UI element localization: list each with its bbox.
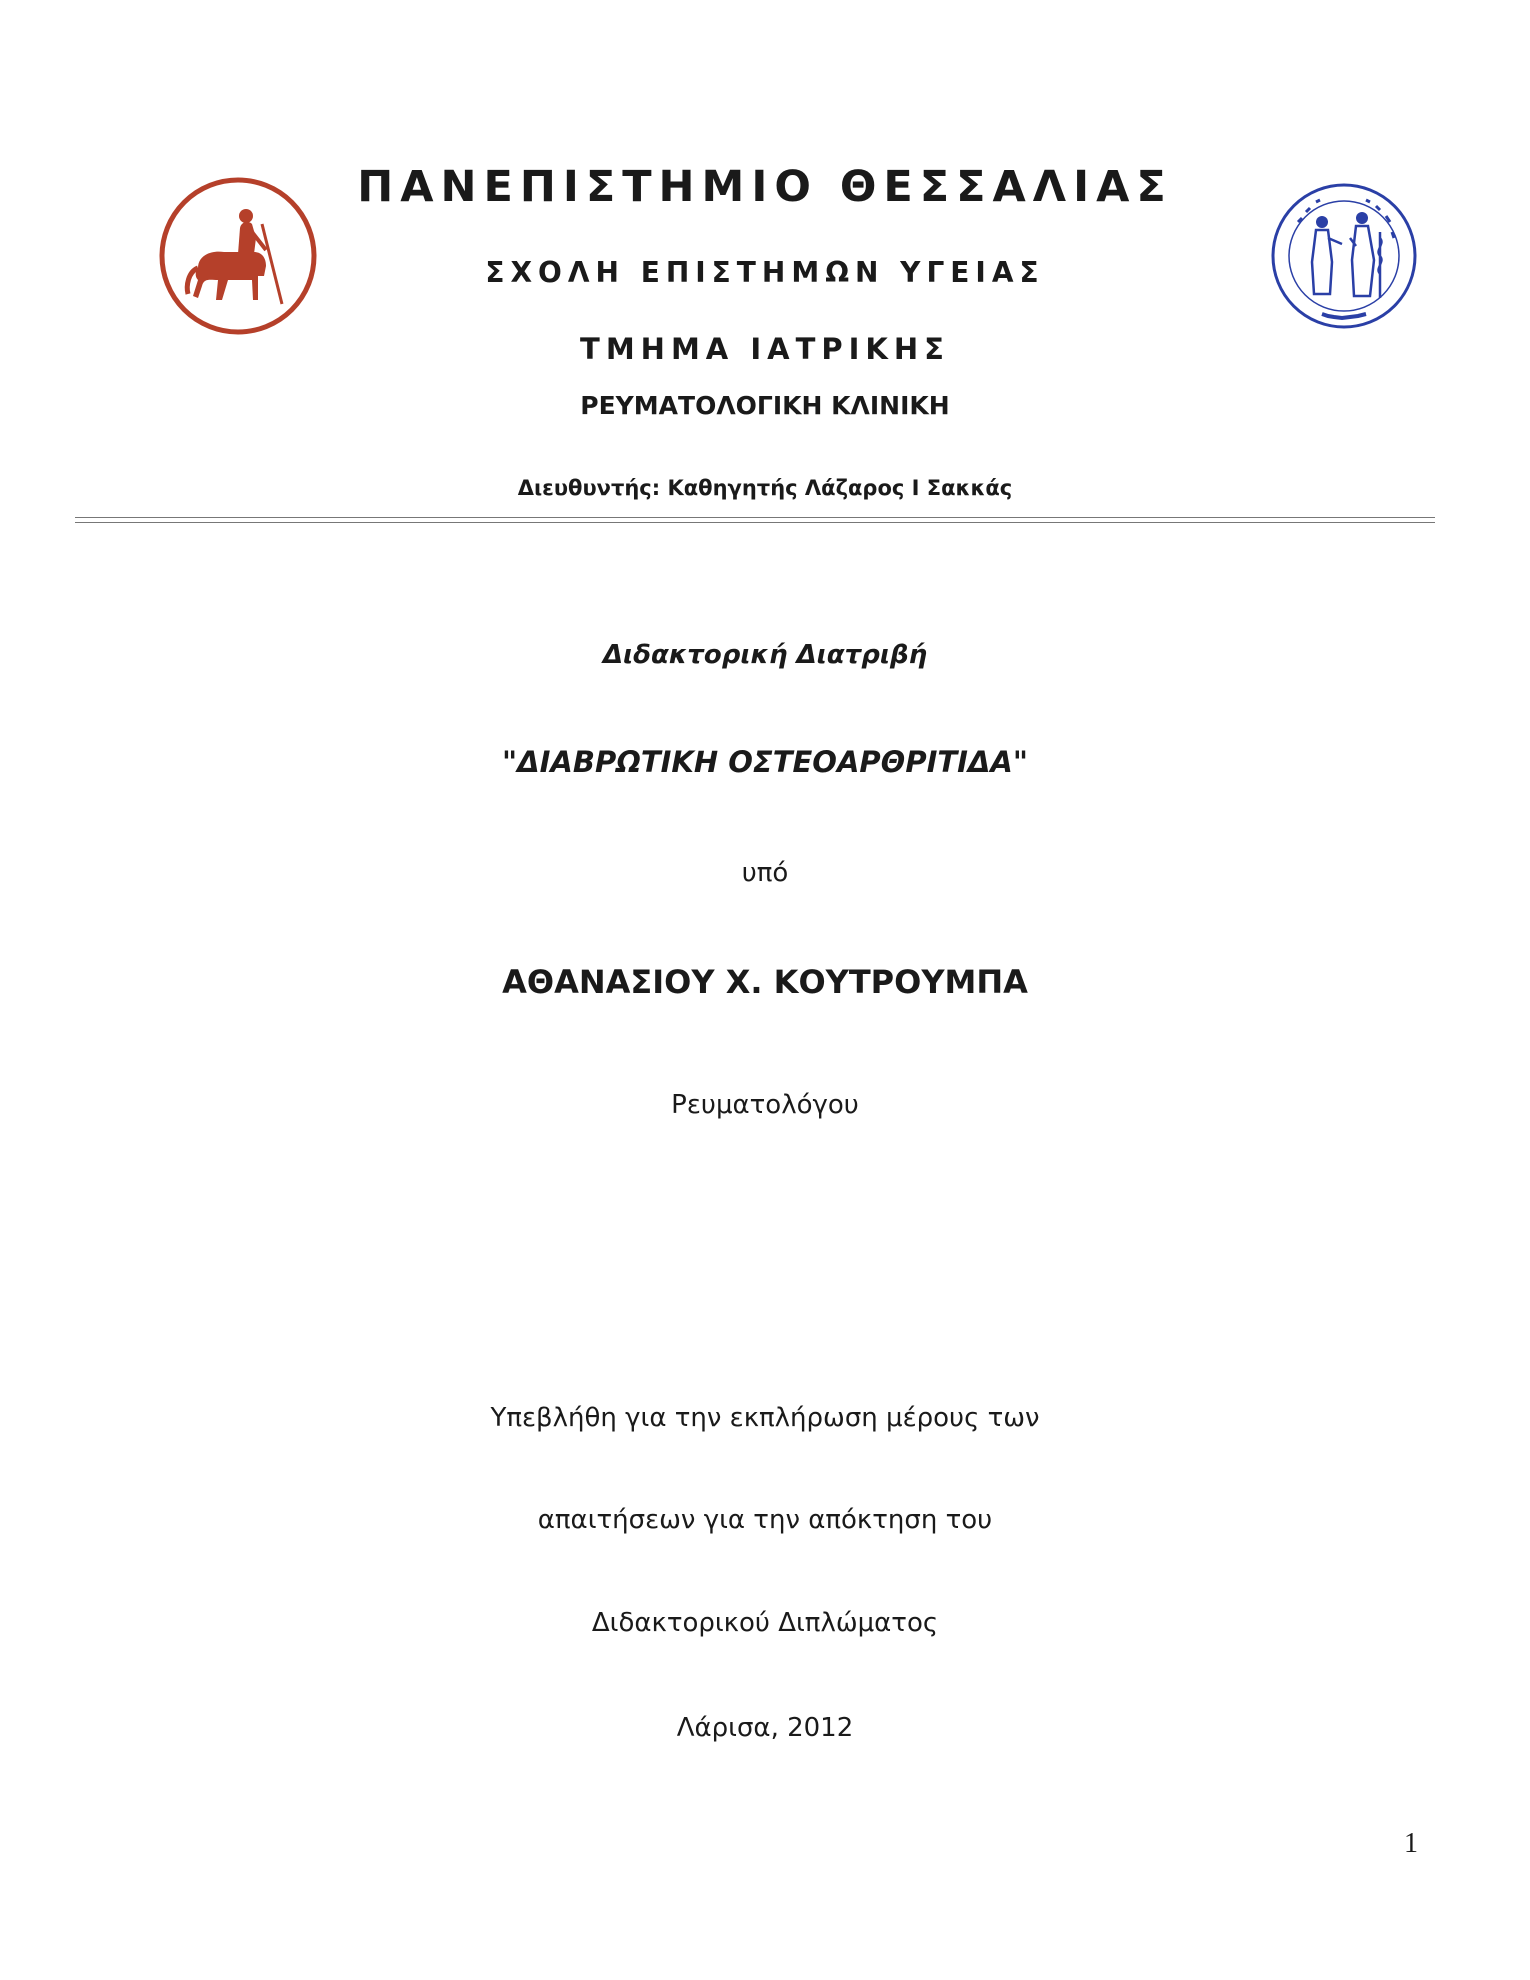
- place-date: Λάρισα, 2012: [676, 1713, 854, 1743]
- by-label: υπό: [741, 858, 789, 888]
- department-name: ΤΜΗΜΑ ΙΑΤΡΙΚΗΣ: [580, 332, 950, 366]
- submission-line-2: απαιτήσεων για την απόκτηση του: [537, 1505, 993, 1535]
- header-divider: [75, 517, 1435, 518]
- author-profession: Ρευματολόγου: [671, 1090, 859, 1120]
- page-number: 1: [1404, 1828, 1418, 1859]
- author-name: ΑΘΑΝΑΣΙΟΥ Χ. ΚΟΥΤΡΟΥΜΠΑ: [502, 963, 1028, 1001]
- thesis-title: "ΔΙΑΒΡΩΤΙΚΗ ΟΣΤΕΟΑΡΘΡΙΤΙΔΑ": [502, 745, 1028, 779]
- director-line: Διευθυντής: Καθηγητής Λάζαρος Ι Σακκάς: [517, 476, 1013, 500]
- university-name: ΠΑΝΕΠΙΣΤΗΜΙΟ ΘΕΣΣΑΛΙΑΣ: [357, 162, 1173, 212]
- submission-line-3: Διδακτορικού Διπλώματος: [591, 1608, 939, 1638]
- clinic-name: ΡΕΥΜΑΤΟΛΟΓΙΚΗ ΚΛΙΝΙΚΗ: [580, 391, 950, 420]
- school-name: ΣΧΟΛΗ ΕΠΙΣΤΗΜΩΝ ΥΓΕΙΑΣ: [485, 256, 1045, 289]
- thesis-type: Διδακτορική Διατριβή: [602, 640, 928, 670]
- header-divider-secondary: [75, 522, 1435, 523]
- submission-line-1: Υπεβλήθη για την εκπλήρωση μέρους των: [490, 1403, 1040, 1433]
